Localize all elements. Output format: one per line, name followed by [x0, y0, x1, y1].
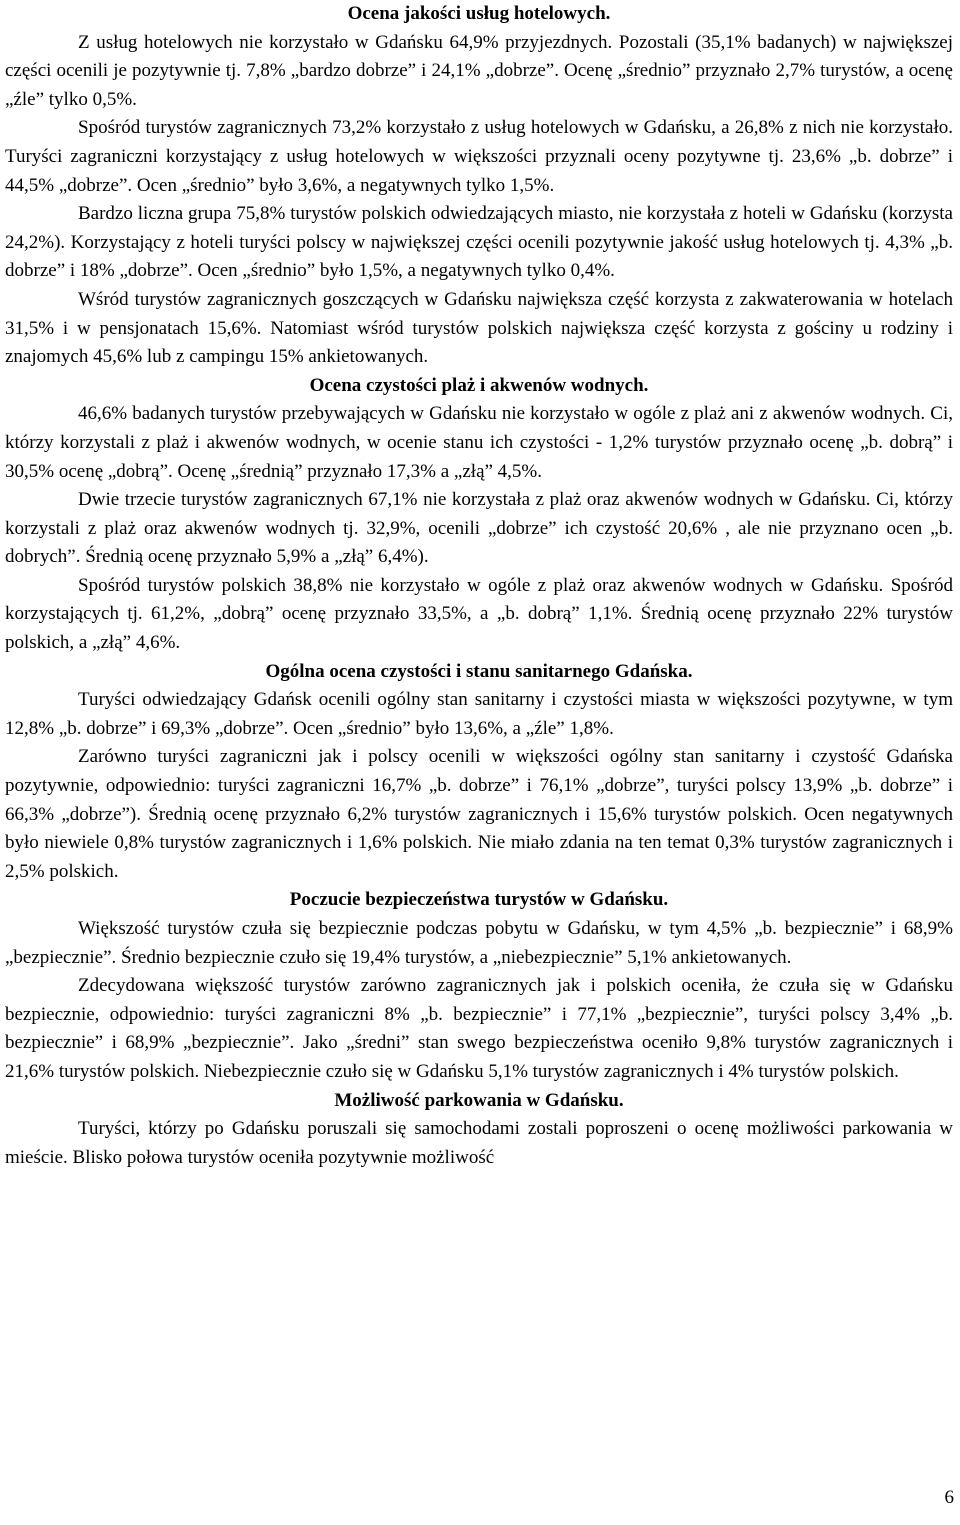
paragraph: Większość turystów czuła się bezpiecznie podczas pobytu w Gdańsku, w tym 4,5% „b. bezpiecznie” i 68,9% „bezpiecznie”. Średnio bezpiecznie czuło się 19,4% turystów, a „niebezpiecznie” 5,1% ankietowanych.: [5, 918, 953, 968]
paragraph: Zarówno turyści zagraniczni jak i polscy ocenili w większości ogólny stan sanitarny i czystość Gdańska pozytywnie, odpowiednio: turyści zagraniczni 16,7% „b. dobrze” i 76,1% „dobrze”, turyści polscy 13,9% „b. dobrze” i 66,3% „dobrze”). Średnią ocenę przyznało 6,2% turystów zagranicznych i 15,6% turystów polskich. Ocen negatywnych było niewiele 0,8% turystów zagranicznych i 1,6% polskich. Nie miało zdania na ten temat 0,3% turystów zagranicznych i 2,5% polskich.: [5, 746, 953, 882]
section-heading-hotel-services: Ocena jakości usług hotelowych.: [347, 3, 611, 24]
paragraph: Turyści odwiedzający Gdańsk ocenili ogólny stan sanitarny i czystości miasta w większości pozytywne, w tym 12,8% „b. dobrze” i 69,3% „dobrze”. Ocen „średnio” było 13,6%, a „źle” 1,8%.: [5, 689, 953, 739]
paragraph: Spośród turystów zagranicznych 73,2% korzystało z usług hotelowych w Gdańsku, a 26,8% z nich nie korzystało. Turyści zagraniczni korzystający z usług hotelowych w większości przyznali oceny pozytywne tj. 23,6% „b. dobrze” i 44,5% „dobrze”. Ocen „średnio” było 3,6%, a negatywnych tylko 1,5%.: [5, 117, 953, 196]
paragraph: Spośród turystów polskich 38,8% nie korzystało w ogóle z plaż oraz akwenów wodnych w Gdańsku. Spośród korzystających tj. 61,2%, „dobrą” ocenę przyznało 33,5%, a „b. dobrą” 1,1%. Średnią ocenę przyznało 22% turystów polskich, a „złą” 4,6%.: [5, 574, 953, 654]
paragraph: 46,6% badanych turystów przebywających w Gdańsku nie korzystało w ogóle z plaż ani z akwenów wodnych. Ci, którzy korzystali z plaż i akwenów wodnych, w ocenie stanu ich czystości - 1,2% turystów przyznało ocenę „b. dobrą” i 30,5% ocenę „dobrą”. Ocenę „średnią” przyznało 17,3% a „złą” 4,5%.: [5, 403, 953, 482]
section-heading-beach-cleanliness: Ocena czystości plaż i akwenów wodnych.: [309, 374, 649, 396]
paragraph: Dwie trzecie turystów zagranicznych 67,1% nie korzystała z plaż oraz akwenów wodnych w Gdańsku. Ci, którzy korzystali z plaż oraz akwenów wodnych tj. 32,9%, ocenili „dobrze” ich czystość 20,6% , ale nie przyznano ocen „b. dobrych”. Średnią ocenę przyznało 5,9% a „złą” 6,4%).: [5, 489, 953, 568]
section-heading-sanitary-state: Ogólna ocena czystości i stanu sanitarnego Gdańska.: [265, 660, 693, 682]
paragraph: Bardzo liczna grupa 75,8% turystów polskich odwiedzających miasto, nie korzystała z hoteli w Gdańsku (korzysta 24,2%). Korzystający z hoteli turyści polscy w największej części ocenili pozytywnie jakość usług hotelowych tj. 4,3% „b. dobrze” i 18% „dobrze”. Ocen „średnio” było 1,5%, a negatywnych tylko 0,4%.: [5, 203, 953, 282]
page-number: 6: [944, 1487, 954, 1508]
paragraph: Z usług hotelowych nie korzystało w Gdańsku 64,9% przyjezdnych. Pozostali (35,1% badanych) w największej części ocenili je pozytywnie tj. 7,8% „bardzo dobrze” i 24,1% „dobrze”. Ocenę „średnio” przyznało 2,7% turystów, a ocenę „źle” tylko 0,5%.: [5, 31, 953, 110]
paragraph: Turyści, którzy po Gdańsku poruszali się samochodami zostali poproszeni o ocenę możliwości parkowania w mieście. Blisko połowa turystów oceniła pozytywnie możliwość: [5, 1118, 953, 1168]
section-heading-parking: Możliwość parkowania w Gdańsku.: [334, 1089, 624, 1111]
section-heading-safety: Poczucie bezpieczeństwa turystów w Gdańsku.: [289, 889, 669, 911]
paragraph: Wśród turystów zagranicznych goszczących w Gdańsku największa część korzysta z zakwaterowania w hotelach 31,5% i w pensjonatach 15,6%. Natomiast wśród turystów polskich największa część korzysta z gościny u rodziny i znajomych 45,6% lub z campingu 15% ankietowanych.: [5, 288, 953, 368]
paragraph: Zdecydowana większość turystów zarówno zagranicznych jak i polskich oceniła, że czuła się w Gdańsku bezpiecznie, odpowiednio: turyści zagraniczni 8% „b. bezpiecznie” i 77,1% „bezpiecznie”, turyści polscy 3,4% „b. bezpiecznie” i 68,9% „bezpiecznie”. Jako „średni” stan swego bezpieczeństwa oceniło 9,8% turystów zagranicznych i 21,6% turystów polskich. Niebezpiecznie czuło się w Gdańsku 5,1% turystów zagranicznych i 4% turystów polskich.: [5, 975, 953, 1082]
